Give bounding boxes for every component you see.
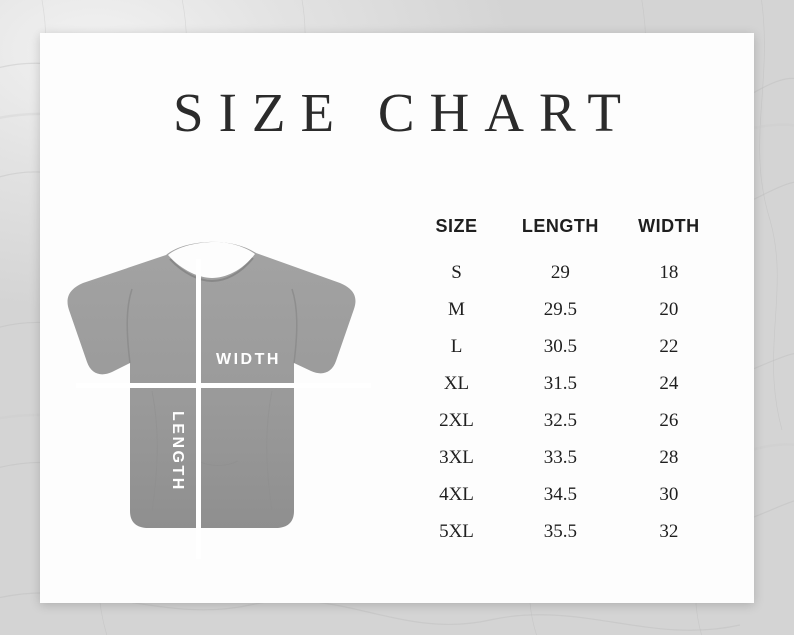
page-title: SIZE CHART (173, 82, 636, 143)
table-row (410, 365, 720, 402)
table-row (410, 328, 720, 365)
table-row (410, 291, 720, 328)
width-measure-line (76, 383, 371, 388)
table-row (410, 254, 720, 291)
column-header-width: WIDTH (638, 216, 700, 236)
table-header-row (410, 215, 720, 254)
cell-size: M (448, 298, 465, 320)
column-header-size: SIZE (435, 216, 478, 236)
cell-length: 33.5 (543, 446, 577, 468)
cell-width: 20 (659, 298, 679, 320)
cell-length: 29.5 (543, 298, 577, 320)
column-header-length: LENGTH (521, 216, 599, 236)
cell-length: 30.5 (543, 335, 577, 357)
width-label: WIDTH (216, 351, 281, 368)
cell-size: 3XL (439, 446, 474, 468)
cell-size: S (451, 261, 462, 283)
tshirt-illustration (48, 211, 378, 541)
cell-length: 34.5 (543, 483, 577, 505)
cell-width: 26 (659, 409, 679, 431)
cell-width: 28 (659, 446, 679, 468)
length-label: LENGTH (169, 411, 186, 492)
table-row (410, 476, 720, 513)
cell-size: XL (443, 372, 470, 394)
length-measure-line (196, 259, 201, 559)
cell-length: 32.5 (543, 409, 577, 431)
cell-size: 5XL (439, 520, 474, 542)
tshirt-shape-icon (48, 211, 378, 541)
cell-length: 29 (550, 261, 570, 283)
cell-size: 2XL (439, 409, 474, 431)
size-chart-card (40, 33, 754, 603)
cell-width: 30 (659, 483, 679, 505)
cell-width: 18 (659, 261, 679, 283)
cell-length: 31.5 (543, 372, 577, 394)
table-row (410, 513, 720, 550)
cell-length: 35.5 (543, 520, 577, 542)
cell-width: 24 (659, 372, 679, 394)
table-row (410, 402, 720, 439)
size-chart-table (410, 215, 720, 550)
table-row (410, 439, 720, 476)
cell-size: 4XL (439, 483, 474, 505)
cell-size: L (450, 335, 463, 357)
cell-width: 32 (659, 520, 679, 542)
cell-width: 22 (659, 335, 679, 357)
